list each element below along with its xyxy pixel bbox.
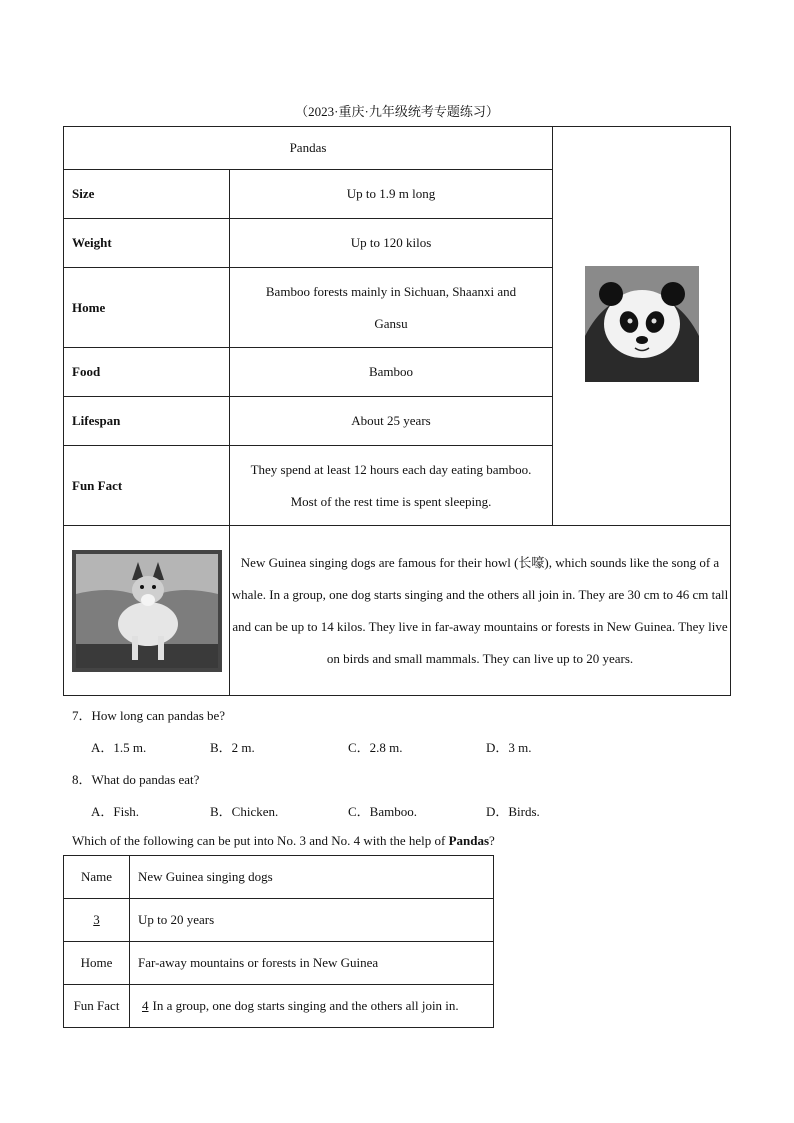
dog-row-value-home: Far-away mountains or forests in New Guinea: [130, 942, 494, 985]
pandas-title: Pandas: [64, 127, 553, 170]
panda-image-cell: [553, 127, 731, 526]
q9-prompt-end: ?: [489, 833, 495, 848]
q9-prompt-text: Which of the following can be put into No. 3 and No. 4 with the help of: [72, 833, 449, 848]
question-7: 7．How long can pandas be?: [72, 708, 226, 723]
q8-option-a: A．Fish.: [91, 804, 140, 819]
q9-prompt-bold: Pandas: [448, 833, 490, 848]
row-label-fun-fact: Fun Fact: [64, 446, 230, 526]
q8-option-c: C．Bamboo.: [348, 804, 417, 819]
row-value-size: Up to 1.9 m long: [230, 170, 553, 219]
blank-3: 3: [93, 912, 100, 927]
q7-option-b: B．2 m.: [210, 740, 255, 755]
row-value-weight: Up to 120 kilos: [230, 219, 553, 268]
dog-row-label-fun-fact: Fun Fact: [64, 985, 130, 1028]
question-9-prompt: [72, 833, 495, 849]
dog-row-label-name: Name: [64, 856, 130, 899]
row-value-lifespan: About 25 years: [230, 397, 553, 446]
row-value-home: Bamboo forests mainly in Sichuan, Shaanxi and Gansu: [230, 268, 553, 348]
source-line: （2023·重庆·九年级统考专题练习）: [295, 104, 499, 119]
q7-option-d: D．3 m.: [486, 740, 532, 755]
row-label-size: Size: [64, 170, 230, 219]
dog-row-label-blank-3: [64, 899, 130, 942]
row-label-weight: Weight: [64, 219, 230, 268]
q8-option-b: B．Chicken.: [210, 804, 279, 819]
dog-row-value-lifespan: Up to 20 years: [130, 899, 494, 942]
row-value-fun-fact: They spend at least 12 hours each day eating bamboo. Most of the rest time is spent sleeping.: [230, 446, 553, 526]
dog-row-value-fun-fact: [130, 985, 494, 1028]
row-label-lifespan: Lifespan: [64, 397, 230, 446]
dog-icon: [76, 554, 218, 668]
panda-image: [585, 266, 699, 382]
dog-description: New Guinea singing dogs are famous for their howl (长嚎), which sounds like the song of a whale. In a group, one dog starts singing and the others all join in. They are 30 cm to 46 cm tall and can be up to 14 kilos. They live in far-away mountains or forests in New Guinea. They live on birds and small mammals. They can live up to 20 years.: [230, 526, 731, 696]
dog-fun-fact-text: In a group, one dog starts singing and the others all join in.: [152, 998, 459, 1013]
pandas-table: [63, 126, 731, 696]
q7-option-c: C．2.8 m.: [348, 740, 403, 755]
row-value-food: Bamboo: [230, 348, 553, 397]
q7-option-a: A．1.5 m.: [91, 740, 147, 755]
row-label-food: Food: [64, 348, 230, 397]
row-label-home: Home: [64, 268, 230, 348]
dog-row-value-name: New Guinea singing dogs: [130, 856, 494, 899]
dog-image-cell: [64, 526, 230, 696]
dog-image: [72, 550, 222, 672]
panda-icon: [585, 266, 699, 382]
dog-table: [63, 855, 494, 1028]
blank-4: 4: [142, 998, 149, 1013]
question-8: 8．What do pandas eat?: [72, 772, 200, 787]
dog-row-label-home: Home: [64, 942, 130, 985]
q8-option-d: D．Birds.: [486, 804, 540, 819]
